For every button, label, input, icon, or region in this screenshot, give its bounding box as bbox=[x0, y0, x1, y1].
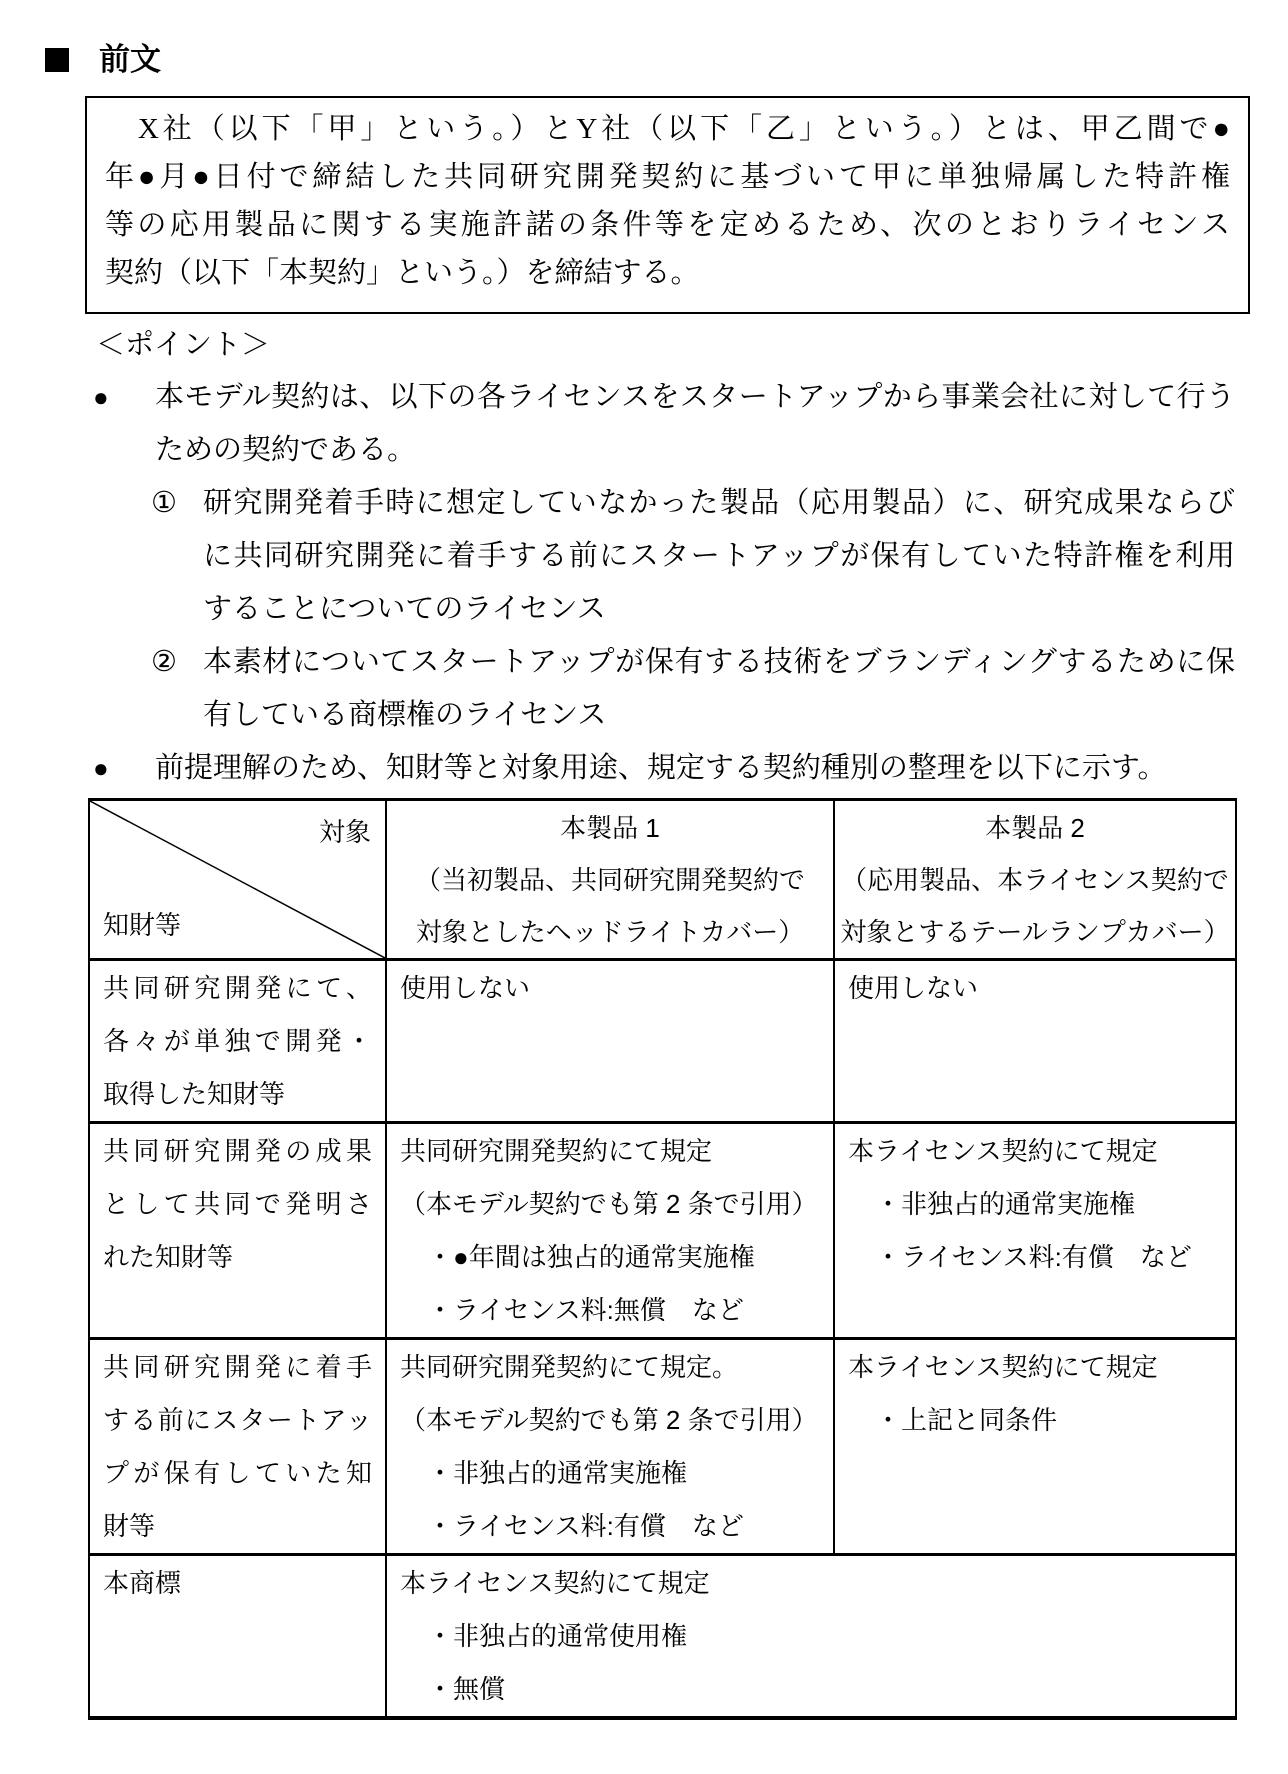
text-line: （本モデル契約でも第 2 条で引用） bbox=[400, 1189, 818, 1219]
text-line: （当初製品、共同研究開発契約で bbox=[414, 865, 805, 895]
text-line: ・無償 bbox=[427, 1674, 506, 1704]
text-line: 使用しない bbox=[400, 973, 531, 1003]
table-row bbox=[89, 1555, 1236, 1719]
table-corner-cell bbox=[89, 800, 386, 960]
text-line: ・非独占的通常使用権 bbox=[427, 1621, 688, 1651]
text-line: （応用製品、本ライセンス契約で bbox=[841, 865, 1229, 895]
preamble-box bbox=[85, 96, 1250, 314]
text-line: ・上記と同条件 bbox=[875, 1405, 1058, 1435]
points-list bbox=[88, 371, 1235, 795]
text-line: 財等 bbox=[103, 1511, 156, 1541]
text-line: 共同研究開発に着手 bbox=[103, 1352, 372, 1382]
text-line: れた知財等 bbox=[103, 1242, 234, 1272]
product-header-lines bbox=[837, 802, 1233, 958]
text-line: 本素材についてスタートアップが保有する技術をブランディングするために保 bbox=[203, 646, 1235, 678]
product1-header-cell bbox=[386, 800, 834, 960]
text-line: （本モデル契約でも第 2 条で引用） bbox=[400, 1405, 818, 1435]
product2-header-cell bbox=[834, 800, 1236, 960]
text-line: として共同で発明さ bbox=[103, 1189, 372, 1219]
row-label-cell bbox=[89, 1555, 386, 1719]
text-line: ・●年間は独占的通常実施権 bbox=[427, 1242, 755, 1272]
text-line: 本製品 1 bbox=[560, 813, 660, 843]
row-cell bbox=[834, 960, 1236, 1123]
text-line: ・ライセンス料:有償 など bbox=[875, 1242, 1192, 1272]
table-row bbox=[89, 960, 1236, 1123]
text-line: 本ライセンス契約にて規定 bbox=[400, 1568, 710, 1598]
text-line: 共同研究開発にて、 bbox=[103, 973, 372, 1003]
text-line: に共同研究開発に着手する前にスタートアップが保有していた特許権を利用 bbox=[203, 540, 1235, 572]
points-title: ＜ポイント＞ bbox=[96, 329, 271, 361]
point-item bbox=[88, 371, 1235, 477]
text-line: 有している商標権のライセンス bbox=[203, 699, 607, 731]
point-item bbox=[88, 742, 1235, 795]
text-line: 本製品 2 bbox=[985, 813, 1085, 843]
row-label-cell bbox=[89, 1339, 386, 1555]
table-header-row bbox=[89, 800, 1236, 960]
text-line: 共同研究開発の成果 bbox=[103, 1136, 372, 1166]
table-row bbox=[89, 1339, 1236, 1555]
text-line: X社（以下「甲」という。）とY社（以下「乙」という。）とは、甲乙間で● bbox=[105, 113, 1230, 145]
text-line: プが保有していた知 bbox=[103, 1458, 372, 1488]
row-label-cell bbox=[89, 1123, 386, 1339]
corner-label-ip: 知財等 bbox=[103, 910, 182, 940]
text-line: 本モデル契約は、以下の各ライセンスをスタートアップから事業会社に対して行う bbox=[155, 381, 1235, 413]
point-marker: ① bbox=[151, 487, 177, 519]
text-line: ための契約である。 bbox=[155, 434, 417, 466]
square-bullet-icon bbox=[45, 48, 69, 72]
row-label-cell bbox=[89, 960, 386, 1123]
text-line: 本ライセンス契約にて規定 bbox=[848, 1352, 1158, 1382]
point-marker: ● bbox=[93, 382, 109, 412]
text-line: 取得した知財等 bbox=[103, 1079, 286, 1109]
section-heading bbox=[45, 42, 161, 78]
row-cell bbox=[386, 960, 834, 1123]
text-line: ・ライセンス料:無償 など bbox=[427, 1295, 744, 1325]
product-header-lines bbox=[389, 802, 831, 958]
ip-license-table bbox=[88, 798, 1237, 1720]
text-line: することについてのライセンス bbox=[203, 593, 606, 625]
text-line: ・非独占的通常実施権 bbox=[875, 1189, 1136, 1219]
text-line: 前提理解のため、知財等と対象用途、規定する契約種別の整理を以下に示す。 bbox=[155, 752, 1167, 784]
text-line: 対象とするテールランプカバー） bbox=[840, 917, 1230, 947]
point-marker: ● bbox=[93, 753, 109, 783]
corner-label-target: 対象 bbox=[318, 817, 371, 847]
row-cell bbox=[386, 1339, 834, 1555]
text-line: 本商標 bbox=[103, 1568, 182, 1598]
text-line: ・ライセンス料:有償 など bbox=[427, 1511, 744, 1541]
point-item bbox=[88, 477, 1235, 636]
text-line: 対象としたヘッドライトカバー） bbox=[415, 917, 805, 947]
row-cell bbox=[834, 1123, 1236, 1339]
text-line: 研究開発着手時に想定していなかった製品（応用製品）に、研究成果ならび bbox=[203, 487, 1235, 519]
row-cell bbox=[386, 1555, 1236, 1719]
text-line: 契約（以下「本契約」という。）を締結する。 bbox=[105, 257, 700, 289]
text-line: する前にスタートアッ bbox=[103, 1405, 372, 1435]
section-heading-label: 前文 bbox=[99, 42, 161, 77]
point-marker: ② bbox=[151, 646, 177, 678]
text-line: 各々が単独で開発・ bbox=[103, 1026, 372, 1056]
row-cell bbox=[834, 1339, 1236, 1555]
text-line: 本ライセンス契約にて規定 bbox=[848, 1136, 1158, 1166]
row-cell bbox=[386, 1123, 834, 1339]
text-line: 共同研究開発契約にて規定。 bbox=[400, 1352, 739, 1382]
point-item bbox=[88, 636, 1235, 742]
text-line: 等の応用製品に関する実施許諾の条件等を定めるため、次のとおりライセンス bbox=[105, 209, 1230, 241]
text-line: 使用しない bbox=[848, 973, 979, 1003]
text-line: 共同研究開発契約にて規定 bbox=[400, 1136, 713, 1166]
table-body bbox=[89, 960, 1236, 1719]
text-line: ・非独占的通常実施権 bbox=[427, 1458, 688, 1488]
text-line: 年●月●日付で締結した共同研究開発契約に基づいて甲に単独帰属した特許権 bbox=[105, 161, 1230, 193]
table-row bbox=[89, 1123, 1236, 1339]
